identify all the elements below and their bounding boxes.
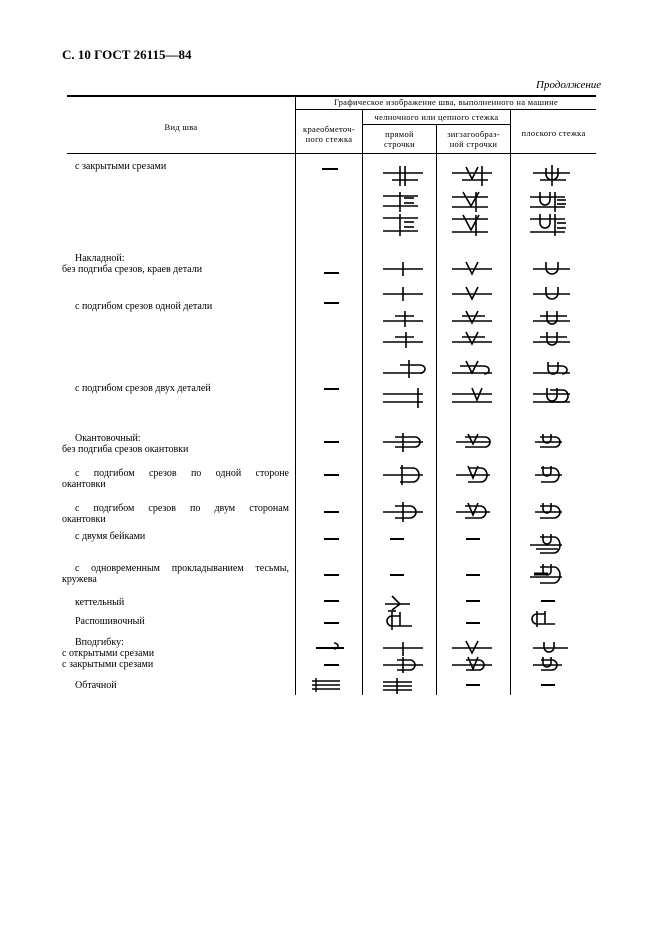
zigzag-symbols [452, 166, 492, 685]
seam-symbol [452, 262, 492, 274]
seam-symbol [533, 165, 570, 186]
seam-symbol [452, 657, 492, 670]
overedge-symbols [316, 169, 344, 665]
row-label: Распошивочный [75, 616, 145, 627]
seam-symbol [452, 361, 492, 374]
seam-symbol [456, 503, 490, 518]
continuation-label: Продолжение [536, 79, 602, 91]
seam-symbol [383, 360, 425, 378]
seam-symbol [387, 612, 412, 630]
page-header: С. 10 ГОСТ 26115—84 [62, 47, 192, 62]
seam-symbol [385, 596, 410, 611]
row-label: Накладной: [75, 253, 125, 264]
row-label: с закрытыми срезами [62, 659, 154, 670]
row-label: окантовки [62, 479, 106, 490]
seam-symbol [383, 262, 423, 276]
seam-symbol [452, 166, 492, 186]
seam-symbol [452, 287, 492, 299]
seam-symbol [383, 388, 423, 408]
header-zigzag-2: ной строчки [449, 139, 498, 149]
row-label: с подгибом срезов по двум сторонам [75, 503, 289, 514]
header-straight-1: прямой [385, 129, 414, 139]
seam-symbol [383, 678, 412, 694]
row-label: с подгибом срезов по одной стороне [75, 468, 289, 479]
flat-symbols [530, 165, 570, 685]
seam-symbol [452, 215, 488, 236]
row-label: с открытыми срезами [62, 648, 155, 659]
seam-symbol [383, 465, 423, 485]
header-lockchain: челночного или цепного стежка [374, 112, 499, 122]
seam-symbol [383, 214, 418, 236]
header-graphic: Графическое изображение шва, выполненного на машине [333, 97, 559, 107]
seam-symbol [452, 311, 492, 323]
header-vid-shva: Вид шва [164, 122, 198, 132]
seam-symbol [533, 642, 568, 652]
row-label: с двумя бейками [75, 531, 146, 542]
row-label: с подгибом срезов одной детали [75, 301, 213, 312]
header-straight-2: строчки [384, 139, 415, 149]
row-label: без подгиба срезов окантовки [62, 444, 189, 455]
seam-symbol [533, 332, 570, 345]
row-label: окантовки [62, 514, 106, 525]
seam-symbol [383, 502, 423, 522]
row-label: Вподгибку: [75, 637, 124, 648]
row-label: кеттельный [75, 597, 125, 608]
header-overedge-2: ного стежка [305, 134, 353, 144]
header-overedge-1: краеобметоч- [303, 124, 355, 134]
row-label: с закрытыми срезами [75, 161, 167, 172]
seam-symbol [533, 388, 570, 402]
seam-symbol [383, 433, 423, 452]
seam-symbol [535, 466, 562, 482]
seam-symbol [452, 641, 492, 653]
row-label: кружева [62, 574, 97, 585]
row-label: с одновременным прокладыванием тесьмы, [75, 563, 289, 574]
seam-symbol [533, 657, 562, 670]
header-zigzag-1: зигзагообраз- [447, 129, 500, 139]
seam-symbol [535, 434, 562, 447]
seam-symbol [452, 332, 492, 344]
seam-symbol [530, 214, 566, 236]
row-label: Окантовочный: [75, 433, 141, 444]
seam-symbol [533, 362, 570, 374]
seam-symbol [452, 388, 492, 402]
seam-symbol [383, 332, 423, 348]
seam-symbol [456, 466, 490, 482]
seam-symbol [456, 434, 490, 447]
seam-symbol [530, 192, 566, 212]
seam-symbol [383, 657, 423, 673]
seam-symbol [452, 192, 488, 212]
seam-symbol [383, 192, 418, 212]
row-label: с подгибом срезов двух деталей [75, 383, 211, 394]
straight-symbols [383, 166, 425, 694]
seam-symbol [312, 678, 340, 692]
seam-symbol [530, 564, 562, 583]
row-label: Обтачной [75, 680, 117, 691]
seam-symbol [533, 262, 570, 274]
seam-symbol [383, 642, 423, 656]
seam-symbol [533, 287, 570, 299]
seam-symbol [530, 534, 562, 553]
seam-symbol [535, 503, 562, 518]
seam-symbol [383, 287, 423, 301]
seam-symbol [383, 311, 423, 327]
row-label: без подгиба срезов, краев детали [62, 264, 203, 275]
header-flat: плоского стежка [521, 128, 586, 138]
seam-symbol [383, 166, 423, 186]
seam-symbol [533, 311, 570, 324]
seam-symbol [532, 611, 555, 627]
